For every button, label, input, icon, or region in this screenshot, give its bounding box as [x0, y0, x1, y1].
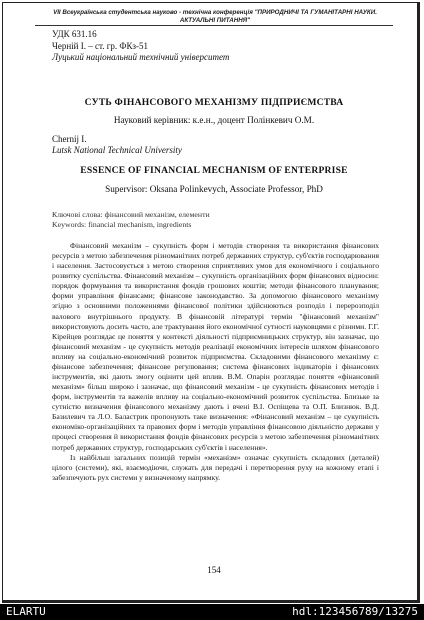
supervisor-ua: Науковий керівник: к.е.н., доцент Полінкевич О.М. [113, 115, 315, 125]
body-text [52, 241, 379, 483]
conference-header: VII Всеукраїнська студентська науково - технічна конференція "ПРИРОДНИЧІ ТА ГУМАНІТАРНІ НАУКИ. АКТУАЛЬНІ ПИТАННЯ" [53, 9, 377, 24]
handle-id: hdl:123456789/13275 [292, 605, 418, 618]
keywords-en: Keywords: financial mechanism, ingredients [52, 220, 192, 229]
document-page [2, 2, 420, 603]
header-rule [35, 25, 393, 26]
footer-bar [0, 604, 424, 620]
repository-name: ELARTU [6, 605, 46, 618]
supervisor-en: Supervisor: Oksana Polinkevych, Associate Professor, PhD [105, 184, 323, 194]
page-number: 154 [207, 565, 221, 575]
title-ua: СУТЬ ФІНАНСОВОГО МЕХАНІЗМУ ПІДПРИЄМСТВА [84, 97, 344, 108]
udk-code: УДК 631.16 [52, 29, 97, 39]
keywords-ua: Ключові слова: фінансовий механізм, елементи [52, 210, 210, 219]
author-en: Chernij I. [52, 134, 87, 144]
author-ua: Черній І. – ст. гр. ФКз-51 [52, 41, 148, 51]
paragraph-1: Фінансовий механізм – сукупність форм і методів створення та використання фінансових ресурсів з метою забезпечення різноманітних потреб державних структур, суб'єктів господарювання і населення. Застосовується з метою створення сприятливих умов для економічного і соціального розвитку суспільства. Фінансовий механізм – сукупність організаційних форм фінансових відносин: порядок формування та використання фондів грошових коштів; методи фінансового планування; форми управління фінансами; фінансове законодавство. За допомогою фінансового механізму згідно з основними положеннями фінансової політики здійснюються розподіл і перерозподіл валового внутрішнього продукту. В фінансовій літературі термін "фінансовий механізм" використовують досить часто, але трактування його економічної сутності науковцями є різними. Г.Г. Кірейцев розглядає це поняття у контексті діяльності підприємницьких структур, він зазначає, що фінансовий механізм - це сукупність методів реалізації економічних інтересів шляхом фінансового впливу на соціально-економічний розвиток підприємства. Складовими фінансового механізму є: фінансове забезпечення; фінансове регулювання; система фінансових індикаторів і фінансових інструментів, які дають змогу оцінити цей вплив. В.М. Опарін розглядає поняття «фінансовий механізм» більш широко і зазначає, що фінансовий механізм - це сукупність фінансових методів і форм, інструментів та важелів впливу на соціально-економічний розвиток суспільства. Близьке за сутністю визначення фінансового механізму дають і вчені В.І. Оспіщева та О.П. Близнюк. В.Д. Базилевич та Л.О. Баластрик пропонують таке визначення: «Фінансовий механізм – це сукупність економіко-організаційних та правових форм і методів управління фінансовою діяльністю держави у процесі створення й використання фондів фінансових ресурсів з метою забезпечення різноманітних потреб державних структур, господарських суб'єктів і населення». [52, 241, 379, 452]
title-en: ESSENCE OF FINANCIAL MECHANISM OF ENTERPRISE [80, 165, 348, 176]
paragraph-2: Із найбільш загальних позицій термін «механізм» означає сукупність складових (деталей) цілого (системи), які, взаємодіючи, служать для передачі і перетворення руху на кожному етапі і забезпечують рух системи у визначеному напрямку. [52, 452, 379, 482]
university-ua: Луцький національний технічний університет [52, 52, 230, 62]
university-en: Lutsk National Technical University [52, 145, 182, 155]
